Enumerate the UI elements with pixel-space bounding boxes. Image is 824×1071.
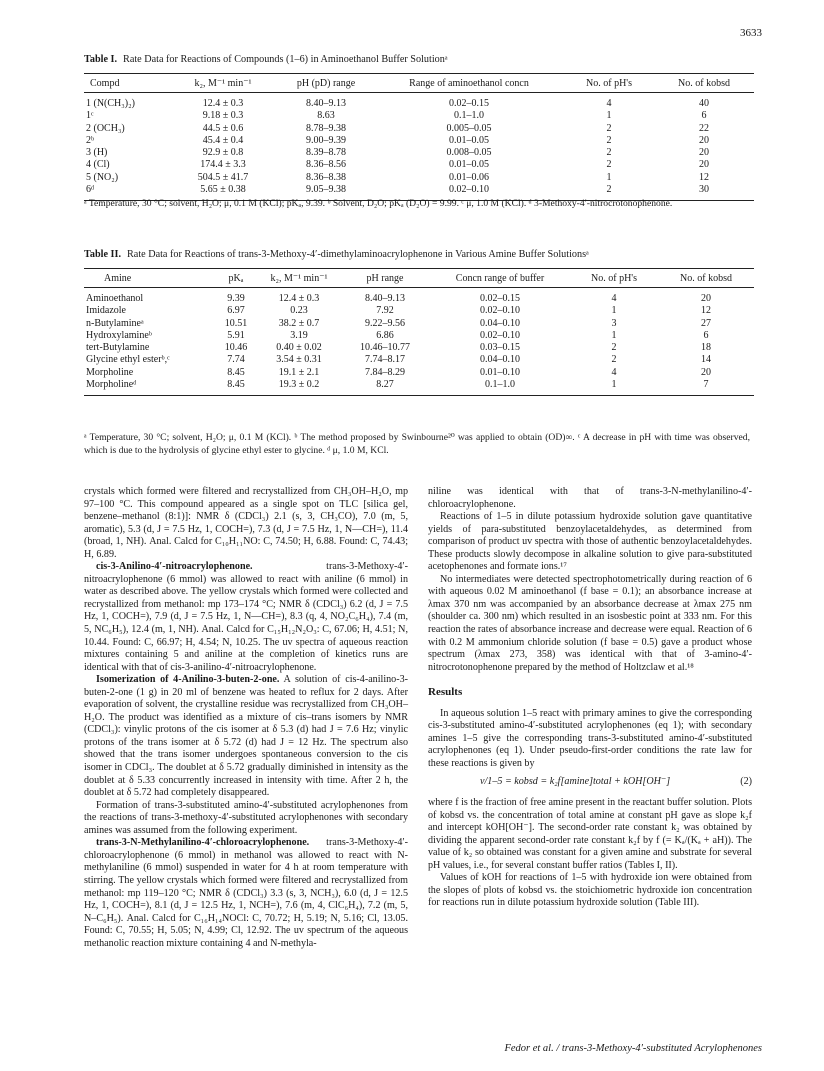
table-cell: 4	[611, 366, 617, 378]
table1-caption	[84, 54, 448, 65]
table-cell: 2	[606, 184, 612, 196]
table-cell: 92.9 ± 0.8	[202, 147, 244, 159]
table-cell: Glycine ethyl esterᵇ,ᶜ	[86, 354, 170, 366]
paragraph-text: trans-3-Methoxy-4′-nitroacrylophenone (6 mmol) was allowed to react with aniline (6 mmol) in water as described above. The yellow crystals which formed were collected and recrystallized from methanol: mp 173–174 °C; NMR δ (CDCl₃) 6.2 (d, J = 7.5 Hz, 1, COCH=), 7.9 (d, J = 7.5 Hz, 1, N—CH=), 8.3 (q, 4, NO₂C₆H₄), 7.4 (m, 5, NC₆H₅), 12.4 (m, 1, NH). Anal. Calcd for C₁₅H₁₂N₂O₃: C, 67.06; H, 4.51; N, 10.44. Found: C, 66.97; H, 4.54; N, 10.25. The uv spectra of aqueous reaction mixtures containing 5 and aniline at the completion of kinetics runs are identical with that of cis-3-anilino-4′-nitroacrylophenone.	[84, 561, 408, 673]
equation-body: v/1–5 = kobsd = k₂f[amine]total + kOH[OH⁻]	[480, 776, 671, 788]
table-row	[84, 110, 754, 122]
table-row	[84, 93, 754, 111]
table-cell: 5 (NO₂)	[86, 171, 119, 183]
table-cell: 0.02–0.15	[449, 98, 489, 109]
paragraph: Values of kOH for reactions of 1–5 with hydroxide ion were obtained from the slopes of plots of kobsd vs. the stoichiometric hydroxide ion concentration for reactions run in dilute potassium hydroxide solution (Table III).	[428, 872, 752, 909]
table-cell: 0.1–1.0	[454, 110, 484, 122]
table1-header-row	[84, 74, 754, 93]
table-cell: 10.46	[224, 342, 248, 354]
table2-col-header: k₂, M⁻¹ min⁻¹	[258, 269, 340, 288]
table-cell: 3.54 ± 0.31	[276, 354, 322, 366]
table-cell: 10.46–10.77	[360, 342, 410, 354]
table-cell: 7.92	[376, 305, 394, 317]
table1-col-header: pH (pD) range	[278, 74, 374, 93]
table-cell: 19.3 ± 0.2	[278, 379, 320, 391]
table2-col-header: pH range	[340, 269, 430, 288]
table-row	[84, 159, 754, 171]
table-cell: Aminoethanol	[86, 293, 144, 304]
table-cell: 0.01–0.10	[480, 366, 520, 378]
table-row	[84, 318, 754, 330]
table-row	[84, 305, 754, 317]
table-cell: 1	[611, 305, 617, 317]
table-cell: 6.97	[227, 305, 245, 317]
table-cell: 9.00–9.39	[306, 134, 346, 146]
running-footer: Fedor et al. / trans-3-Methoxy-4′-substituted Acrylophenones	[504, 1043, 762, 1054]
section-heading-results: Results	[428, 686, 463, 699]
table-cell: 2 (OCH₃)	[86, 122, 125, 134]
paragraph	[84, 674, 408, 799]
run-in-heading: Isomerization of 4-Anilino-3-buten-2-one.	[96, 674, 280, 686]
table-cell: 8.40–9.13	[365, 293, 405, 304]
table1-col-header: k₂, M⁻¹ min⁻¹	[168, 74, 278, 93]
table-cell: 174.4 ± 3.3	[200, 159, 246, 171]
table-cell: 8.40–9.13	[306, 98, 346, 109]
table-cell: 20	[699, 134, 709, 146]
table-cell: 504.5 ± 41.7	[197, 171, 249, 183]
table-cell: 3	[611, 317, 617, 329]
table-cell: 45.4 ± 0.4	[202, 134, 244, 146]
table-cell: 7.84–8.29	[365, 366, 405, 378]
table1-footnote: ᵃ Temperature, 30 °C; solvent, H₂O; μ, 0.1 M (KCl); pKₐ, 9.39. ᵇ Solvent, D₂O; pKₐ (D₂O) = 9.99. ᶜ μ, 1.0 M (KCl). ᵈ 3-Methoxy-4′-nitrocrotonophenone.	[84, 198, 673, 209]
paragraph: crystals which formed were filtered and recrystallized from CH₃OH–H₂O, mp 97–100 °C. This compound appeared as a single spot on TLC [silica gel, benzene–methanol (8:1)]: NMR δ (CDCl₃) 2.1 (s, 3, CH₃CO), 7.0 (m, 5, aromatic), 5.3 (d, J = 7.5 Hz, 1, COCH=), 7.3 (d, J = 7.5 Hz, 1, N—CH=), 11.4 (broad, 1, NH). Anal. Calcd for C₁₀H₁₁NO: C, 74.50; H, 6.88. Found: C, 74.43; H, 6.89.	[84, 486, 408, 560]
table-cell: 1	[611, 379, 617, 391]
equation-number: (2)	[740, 776, 752, 788]
table-cell: 8.39–8.78	[306, 147, 346, 159]
table-cell: 5.65 ± 0.38	[200, 184, 246, 196]
table-cell: 4 (Cl)	[86, 159, 110, 171]
table-row	[84, 330, 754, 342]
table1-col-header: Compd	[84, 74, 168, 93]
table-cell: 3 (H)	[86, 147, 108, 159]
table-cell: 8.45	[227, 379, 245, 391]
table-row	[84, 367, 754, 379]
table-cell: 0.02–0.10	[449, 184, 489, 196]
table-cell: 6.86	[376, 329, 394, 341]
table-row	[84, 135, 754, 147]
table-cell: 2	[611, 354, 617, 366]
table-cell: 7	[703, 379, 709, 391]
left-column	[84, 486, 408, 950]
table-row	[84, 342, 754, 354]
table-cell: 0.005–0.05	[446, 122, 492, 134]
table-row	[84, 172, 754, 184]
run-in-heading: trans-3-N-Methylanilino-4′-chloroacrylophenone.	[96, 837, 310, 849]
table1-col-header: No. of pH's	[564, 74, 654, 93]
table-cell: 22	[699, 122, 709, 134]
table-row	[84, 354, 754, 366]
table-cell: 20	[701, 293, 711, 304]
table2	[84, 268, 754, 396]
table-cell: 4	[611, 293, 617, 304]
table2-col-header: No. of kobsd	[658, 269, 754, 288]
table-cell: 20	[699, 159, 709, 171]
table-cell: 2ᵇ	[86, 134, 95, 146]
table2-header-row	[84, 269, 754, 288]
table-cell: tert-Butylamine	[86, 342, 150, 354]
table-cell: 0.23	[290, 305, 308, 317]
table2-col-header: pKₐ	[214, 269, 258, 288]
run-in-heading: cis-3-Anilino-4′-nitroacrylophenone.	[96, 561, 253, 573]
table-row	[84, 123, 754, 135]
equation	[480, 776, 752, 789]
table2-footnote: ᵃ Temperature, 30 °C; solvent, H₂O; μ, 0.1 M (KCl). ᵇ The method proposed by Swinbourne²⁰ was applied to obtain (OD)∞. ᶜ A decrease in pH with time was observed, which is due to the hydrolysis of glycine ethyl ester to glycine. ᵈ μ, 1.0 M, KCl.	[84, 432, 750, 456]
table-cell: 12.4 ± 0.3	[278, 293, 320, 304]
table2-caption	[84, 249, 589, 260]
table-cell: 9.39	[227, 293, 245, 304]
table-cell: Hydroxylamineᵇ	[86, 329, 152, 341]
paragraph-text: trans-3-Methoxy-4′-chloroacrylophenone (6 mmol) in methanol was allowed to react with N-methylaniline (6 mmol) suspended in water for 4 h at room temperature with stirring. The yellow crystals which formed were filtered and recrystallized from methanol: mp 119–120 °C; NMR δ (CDCl₃) 3.3 (s, 3, NCH₃), 6.0 (d, J = 12.5 Hz, 1, COCH=), 8.1 (d, J = 12.5 Hz, 1, NCH=), 7.6 (m, 4, ClC₆H₄), 7.2 (m, 5, N–C₆H₅). Anal. Calcd for C₁₆H₁₄NOCl: C, 70.72; H, 5.19; N, 5.16; Cl, 13.05. Found: C, 70.55; H, 5.05; N, 4.99; Cl, 12.92. The uv spectrum of the aqueous methanolic reaction mixture containing 4 and N-methyla-	[84, 837, 408, 949]
table-cell: 9.22–9.56	[365, 317, 405, 329]
table-cell: 3.19	[290, 329, 308, 341]
table-cell: 44.5 ± 0.6	[202, 122, 244, 134]
table2-col-header: Amine	[84, 269, 214, 288]
table-cell: 0.008–0.05	[446, 147, 492, 159]
table-cell: 20	[701, 366, 711, 378]
table-cell: 0.02–0.10	[480, 305, 520, 317]
right-column	[428, 486, 752, 910]
table-cell: 18	[701, 342, 711, 354]
paragraph: Formation of trans-3-substituted amino-4′-substituted acrylophenones from the reactions of trans-3-methoxy-4′-substituted acrylophenones with secondary amines was assumed from the following experiment.	[84, 799, 408, 836]
table-cell: 0.02–0.10	[480, 329, 520, 341]
table-cell: 8.27	[376, 379, 394, 391]
table-cell: 8.63	[317, 110, 335, 122]
table1-col-header: No. of kobsd	[654, 74, 754, 93]
table-cell: 40	[699, 98, 709, 109]
table-cell: 10.51	[224, 317, 248, 329]
table-cell: 8.45	[227, 366, 245, 378]
paragraph-text: A solution of cis-4-anilino-3-buten-2-one (1 g) in 20 ml of benzene was heated to reflux for 2 days. After evaporation of solvent, the crystalline residue was recrystallized from CH₃OH–H₂O. The product was identified as a mixture of cis–trans isomers by NMR (CDCl₃): vinylic protons of the cis isomer at δ 5.3 (d) had J = 7.6 Hz; vinylic protons of the trans isomer at δ 5.72 (d) had J = 12 Hz. The spectrum also showed that the trans isomer undergoes spontaneous conversion to the cis isomer in CDCl₃. The doublet at δ 5.72 gradually diminished in intensity as the doublet at δ 5.33 concurrently increased in intensity with time. After 2 h, the doublet at δ 5.72 had completely disappeared.	[84, 674, 408, 799]
table-cell: n-Butylamineᵃ	[86, 317, 144, 329]
table-cell: 19.1 ± 2.1	[278, 366, 320, 378]
table-cell: 9.18 ± 0.3	[202, 110, 244, 122]
table-cell: Imidazole	[86, 305, 126, 317]
table-cell: 6ᵈ	[86, 184, 95, 196]
table-cell: 38.2 ± 0.7	[278, 317, 320, 329]
table1-caption-text: Rate Data for Reactions of Compounds (1–6) in Aminoethanol Buffer Solutionᵃ	[123, 54, 448, 65]
table2-col-header: No. of pH's	[570, 269, 658, 288]
table-cell: 4	[606, 98, 612, 109]
table-cell: 30	[699, 184, 709, 196]
table-cell: 0.03–0.15	[480, 342, 520, 354]
table-cell: 0.40 ± 0.02	[276, 342, 322, 354]
table-cell: 1	[611, 329, 617, 341]
table-cell: 12	[701, 305, 711, 317]
table-cell: 12.4 ± 0.3	[202, 98, 244, 109]
table-cell: 2	[606, 134, 612, 146]
paragraph	[84, 561, 408, 674]
table-cell: 1	[606, 171, 612, 183]
table-cell: 8.36–8.56	[306, 159, 346, 171]
table-cell: Morpholine	[86, 366, 134, 378]
table-cell: 9.05–9.38	[306, 184, 346, 196]
table-cell: 8.36–8.38	[306, 171, 346, 183]
table-cell: 1 (N(CH₃)₂)	[86, 98, 135, 109]
table2-label: Table II.	[84, 249, 121, 260]
table-cell: 0.01–0.06	[449, 171, 489, 183]
table-cell: Morpholineᵈ	[86, 379, 137, 391]
table-cell: 0.01–0.05	[449, 159, 489, 171]
table-cell: 7.74–8.17	[365, 354, 405, 366]
table1-label: Table I.	[84, 54, 118, 65]
paragraph: where f is the fraction of free amine present in the reactant buffer solution. Plots of kobsd vs. the concentration of total amine at constant pH gave as slope k₂f and intercept kOH[OH⁻]. The second-order rate constant k₂ was obtained by dividing the apparent second-order rate constant k₂f by f (= Kₐ/(Kₐ + aH)). The value of k₂ so obtained was constant for a given amine and substrate for several pH values, i.e., for several constant buffer ratios (Tables I, II).	[428, 797, 752, 871]
table2-caption-text: Rate Data for Reactions of trans-3-Methoxy-4′-dimethylaminoacrylophenone in Various Amine Buffer Solutionsᵃ	[127, 249, 589, 260]
table-cell: 0.04–0.10	[480, 354, 520, 366]
table-row	[84, 379, 754, 396]
table-cell: 0.02–0.15	[480, 293, 520, 304]
table-cell: 1	[606, 110, 612, 122]
table2-col-header: Concn range of buffer	[430, 269, 570, 288]
paragraph: niline was identical with that of trans-3-N-methylanilino-4′-chloroacrylophenone.	[428, 486, 752, 510]
table1	[84, 73, 754, 201]
paragraph: No intermediates were detected spectrophotometrically during reaction of 6 with aqueous 0.02 M aminoethanol (f base = 0.1); an absorbance increase at λmax 370 nm was accompanied by an absorbance decrease at λmax 275 nm (shoulder ca. 300 nm) which resulted in an isosbestic point at 333 nm. For this reaction the rates of absorbance increase and decrease were equal. Reaction of 6 with 0.2 M ammonium chloride solution (f base = 0.5) gave a product whose spectrum (λmax 273, 358) was identical with that of 3-amino-4′-nitrocrotonophenone prepared by the method of Holtzclaw et al.¹⁸	[428, 573, 752, 673]
table-cell: 14	[701, 354, 711, 366]
table-cell: 2	[606, 147, 612, 159]
table-cell: 1ᶜ	[86, 110, 94, 122]
table-cell: 0.04–0.10	[480, 317, 520, 329]
table-cell: 2	[606, 159, 612, 171]
table1-col-header: Range of aminoethanol concn	[374, 74, 564, 93]
table-cell: 2	[611, 342, 617, 354]
table-cell: 6	[701, 110, 707, 122]
table-cell: 27	[701, 317, 711, 329]
table-cell: 0.1–1.0	[485, 379, 515, 391]
table-row	[84, 288, 754, 306]
paragraph	[84, 837, 408, 950]
paragraph: In aqueous solution 1–5 react with primary amines to give the corresponding cis-3-substituted amino-4′-substituted acrylophenones (eq 1); with secondary amines 1–5 give the corresponding trans-3-substituted amino-4′-substituted acrylophenones (eq 1). Under pseudo-first-order conditions the rate law for these reactions is given by	[428, 707, 752, 769]
table-cell: 2	[606, 122, 612, 134]
table-cell: 8.78–9.38	[306, 122, 346, 134]
table-cell: 0.01–0.05	[449, 134, 489, 146]
table-cell: 7.74	[227, 354, 245, 366]
paragraph: Reactions of 1–5 in dilute potassium hydroxide solution gave quantitative yields of para-substituted benzoylacetaldehydes, as determined from comparison of product uv spectra with those of authentic benzoylacetaldehydes. These products slowly decompose in alkaline solution to give para-substituted acetophenones and formate ions.¹⁷	[428, 511, 752, 573]
table-row	[84, 147, 754, 159]
table-cell: 20	[699, 147, 709, 159]
page-number: 3633	[740, 27, 762, 39]
table-cell: 6	[703, 329, 709, 341]
table-cell: 5.91	[227, 329, 245, 341]
table-cell: 12	[699, 171, 709, 183]
